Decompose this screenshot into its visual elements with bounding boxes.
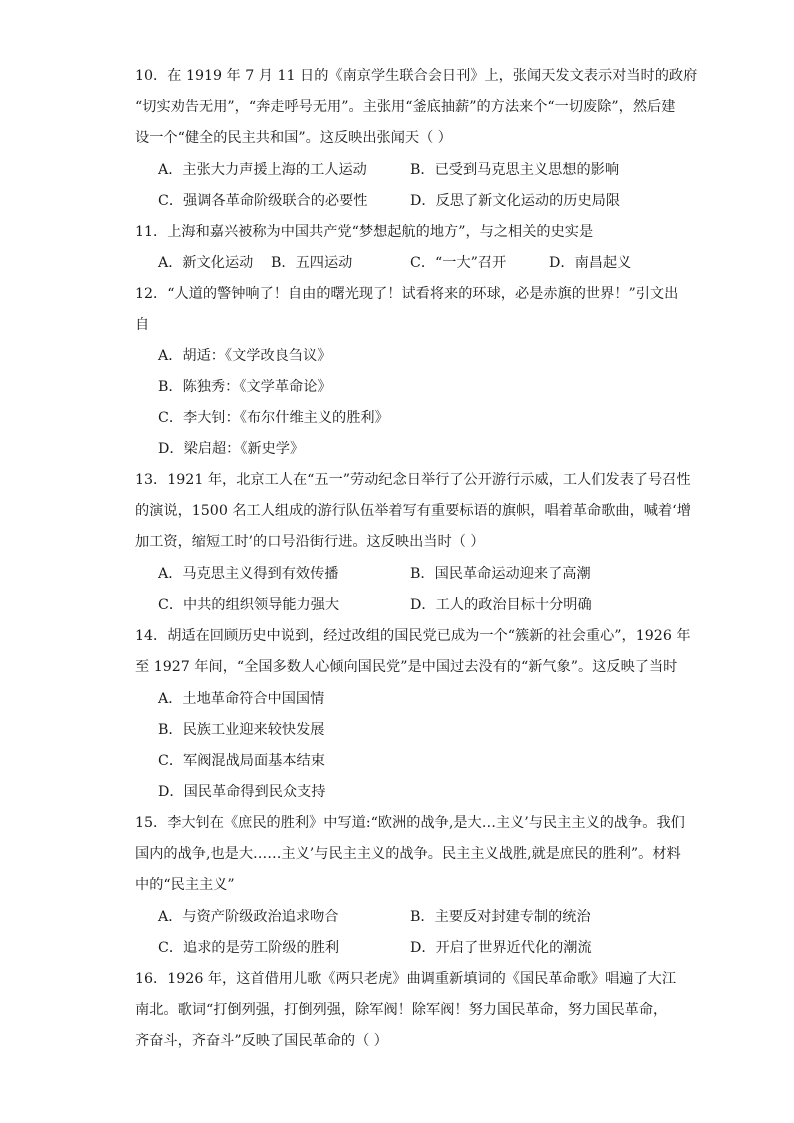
question-text-line: 10．在 1919 年 7 月 11 日的《南京学生联合会日刊》上，张闻天发文表示对当时的政府 (135, 68, 698, 84)
question-text-line: 13．1921 年，北京工人在“五一”劳动纪念日举行了公开游行示威，工人们发表了号召性 (135, 472, 691, 488)
question-text-line: 至 1927 年间，“全国多数人心倾向国民党”是中国过去没有的“新气象”。这反映了当时 (135, 659, 678, 675)
option-a[interactable]: A．马克思主义得到有效传播 (158, 566, 339, 582)
question-text-line: 自 (135, 317, 150, 333)
question-text-line: 南北。歌词“打倒列强，打倒列强，除军阀！除军阀！努力国民革命，努力国民革命， (135, 1002, 668, 1018)
question-text-line: 中的“民主主义” (135, 877, 235, 893)
option-c[interactable]: C．强调各革命阶级联合的必要性 (158, 193, 368, 209)
question-text-line: 15．李大钊在《庶民的胜利》中写道:“欧洲的战争,是大…主义’与民主主义的战争。我们 (135, 815, 685, 831)
option-a[interactable]: A．与资产阶级政治追求吻合 (158, 909, 339, 925)
question-text-line: 的演说，1500 名工人组成的游行队伍举着写有重要标语的旗帜，唱着革命歌曲，喊着‘增 (135, 503, 691, 519)
option-a[interactable]: A．胡适：《文学改良刍议》 (158, 348, 332, 364)
option-b[interactable]: B．陈独秀：《文学革命论》 (158, 379, 332, 395)
option-b[interactable]: B．国民革命运动迎来了高潮 (410, 566, 591, 582)
question-text-line: “切实劝告无用”，“奔走呼号无用”。主张用“釜底抽薪”的方法来个“一切废除”，然后建 (135, 99, 676, 115)
option-d[interactable]: D．梁启超：《新史学》 (158, 441, 305, 457)
question-text-line: 设一个“健全的民主共和国”。这反映出张闻天（ ） (135, 130, 452, 146)
question-text-line: 12．“人道的警钟响了！自由的曙光现了！试看将来的环球，必是赤旗的世界！”引文出 (135, 286, 679, 302)
option-c[interactable]: C．李大钊：《布尔什维主义的胜利》 (158, 410, 389, 426)
option-a[interactable]: A．新文化运动 (158, 255, 254, 271)
option-c[interactable]: C．“一大”召开 (410, 255, 507, 271)
option-c[interactable]: C．追求的是劳工阶级的胜利 (158, 940, 340, 956)
option-d[interactable]: D．工人的政治目标十分明确 (410, 597, 592, 613)
question-text-line: 加工资，缩短工时’的口号沿街行进。这反映出当时（ ） (135, 534, 485, 550)
option-d[interactable]: D．南昌起义 (549, 255, 632, 271)
option-a[interactable]: A．土地革命符合中国国情 (158, 691, 325, 707)
question-text-line: 14．胡适在回顾历史中说到，经过改组的国民党已成为一个“簇新的社会重心”，1926 年 (135, 628, 691, 644)
option-b[interactable]: B．已受到马克思主义思想的影响 (410, 162, 620, 178)
option-d[interactable]: D．反思了新文化运动的历史局限 (410, 193, 621, 209)
question-text-line: 11．上海和嘉兴被称为中国共产党“梦想起航的地方”，与之相关的史实是 (135, 224, 594, 240)
question-text-line: 国内的战争,也是大……主义’与民主主义的战争。民主主义战胜,就是庶民的胜利”。材料 (135, 846, 681, 862)
option-d[interactable]: D．国民革命得到民众支持 (158, 784, 326, 800)
option-c[interactable]: C．中共的组织领导能力强大 (158, 597, 340, 613)
option-b[interactable]: B．主要反对封建专制的统治 (410, 909, 591, 925)
question-text-line: 16．1926 年，这首借用儿歌《两只老虎》曲调重新填词的《国民革命歌》唱遍了大江 (135, 971, 677, 987)
option-b[interactable]: B．民族工业迎来较快发展 (158, 722, 325, 738)
option-b[interactable]: B．五四运动 (271, 255, 353, 271)
option-d[interactable]: D．开启了世界近代化的潮流 (410, 940, 592, 956)
option-c[interactable]: C．军阀混战局面基本结束 (158, 753, 325, 769)
question-text-line: 齐奋斗，齐奋斗”反映了国民革命的（ ） (135, 1033, 388, 1049)
option-a[interactable]: A．主张大力声援上海的工人运动 (158, 162, 367, 178)
